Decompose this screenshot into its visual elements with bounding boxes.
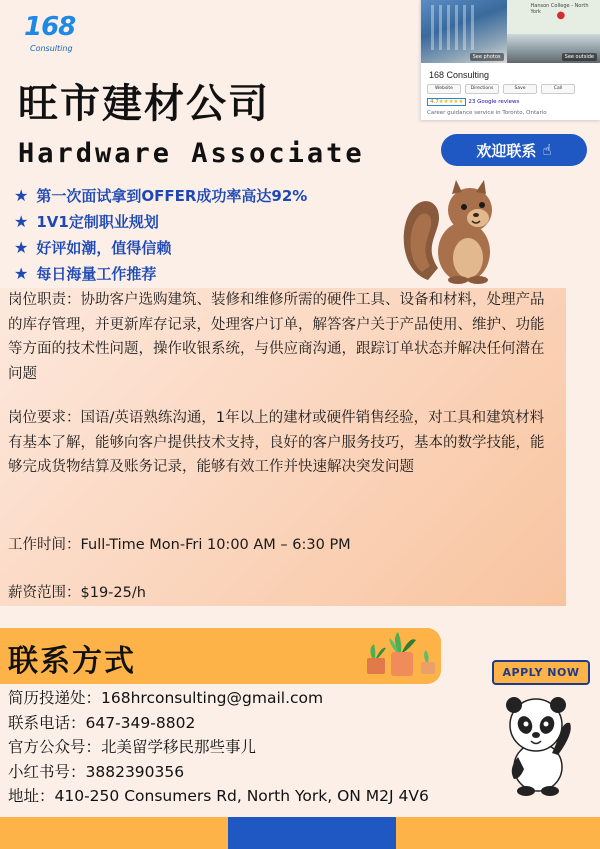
business-photos [421, 0, 600, 63]
see-outside-label[interactable]: See outside [562, 53, 597, 61]
contact-phone[interactable]: 联系电话：647-349-8802 [8, 713, 196, 732]
logo-number: 168 [24, 12, 76, 42]
business-description: Career guidance service in Toronto, Ontario [427, 110, 547, 116]
contact-title: 联系方式 [8, 644, 136, 679]
work-hours: 工作时间：Full-Time Mon-Fri 10:00 AM – 6:30 PM [8, 537, 351, 553]
google-business-card [420, 0, 600, 120]
feature-item: ★ 1V1定制职业规划 [14, 211, 159, 231]
map-pin-icon: ● [556, 10, 566, 21]
footer-bar-right [396, 817, 600, 849]
contact-wechat: 官方公众号：北美留学移民那些事儿 [8, 738, 257, 756]
street-view-photo[interactable] [507, 34, 600, 63]
building-photo[interactable] [421, 0, 507, 63]
star-icon: ★ [14, 237, 29, 257]
star-icon: ★ [14, 263, 29, 283]
see-photos-label[interactable]: See photos [470, 53, 504, 61]
rating-stars-icon: ★★★★★ [438, 99, 464, 105]
contact-us-label: 欢迎联系 [476, 141, 537, 160]
hand-pointer-icon: ☝ [542, 141, 552, 159]
feature-item: ★ 第一次面试拿到OFFER成功率高达92% [14, 185, 308, 205]
contact-us-button[interactable] [441, 134, 587, 166]
feature-item: ★ 每日海量工作推荐 [14, 263, 157, 283]
salary-range: 薪资范围：$19-25/h [8, 585, 146, 601]
rating-row [427, 98, 600, 106]
contact-xiaohongshu: 小红书号：3882390356 [8, 762, 185, 781]
squirrel-illustration [398, 180, 502, 286]
business-actions [427, 84, 600, 94]
rating-score: 4.7★★★★★ [427, 98, 466, 106]
logo-tagline: Consulting [30, 44, 73, 53]
apply-now-button[interactable]: APPLY NOW [492, 660, 590, 685]
feature-item: ★ 好评如潮，值得信赖 [14, 237, 172, 257]
call-button[interactable]: Call [541, 84, 575, 94]
panda-illustration [498, 693, 582, 797]
star-icon: ★ [14, 185, 29, 205]
save-button[interactable]: Save [503, 84, 537, 94]
reviews-link[interactable]: 23 Google reviews [468, 99, 520, 105]
contact-email[interactable]: 简历投递处：168hrconsulting@gmail.com [8, 689, 324, 707]
company-title: 旺市建材公司 [18, 81, 270, 127]
map-label: Hanson College - North York [530, 3, 589, 15]
job-info-panel [0, 288, 566, 606]
job-title: Hardware Associate [18, 138, 365, 169]
potted-plants-illustration [362, 630, 438, 680]
directions-button[interactable]: Directions [465, 84, 499, 94]
job-requirements: 岗位要求：国语/英语熟练沟通，1年以上的建材或硬件销售经验，对工具和建筑材料有基本了解，能够向客户提供技术支持，良好的客户服务技巧，基本的数学技能，能够完成货物结算及账务记录，能够有效工作并快速解决突发问题 [8, 410, 545, 475]
map-thumbnail[interactable] [507, 0, 600, 34]
feature-list [14, 182, 307, 286]
footer-bar-middle [228, 817, 396, 849]
contact-details [8, 686, 429, 809]
star-icon: ★ [14, 211, 29, 231]
website-button[interactable]: Website [427, 84, 461, 94]
job-duties: 岗位职责：协助客户选购建筑、装修和维修所需的硬件工具、设备和材料，处理产品的库存管理，并更新库存记录，处理客户订单，解答客户关于产品使用、维护、功能等方面的技术性问题，操作收银系统，与供应商沟通，跟踪订单状态并解决任何潜在问题 [8, 292, 545, 382]
footer-bar-left [0, 817, 228, 849]
company-logo [18, 10, 78, 56]
contact-address: 地址：410-250 Consumers Rd, North York, ON M2J 4V6 [8, 787, 429, 805]
business-name: 168 Consulting [429, 70, 490, 80]
